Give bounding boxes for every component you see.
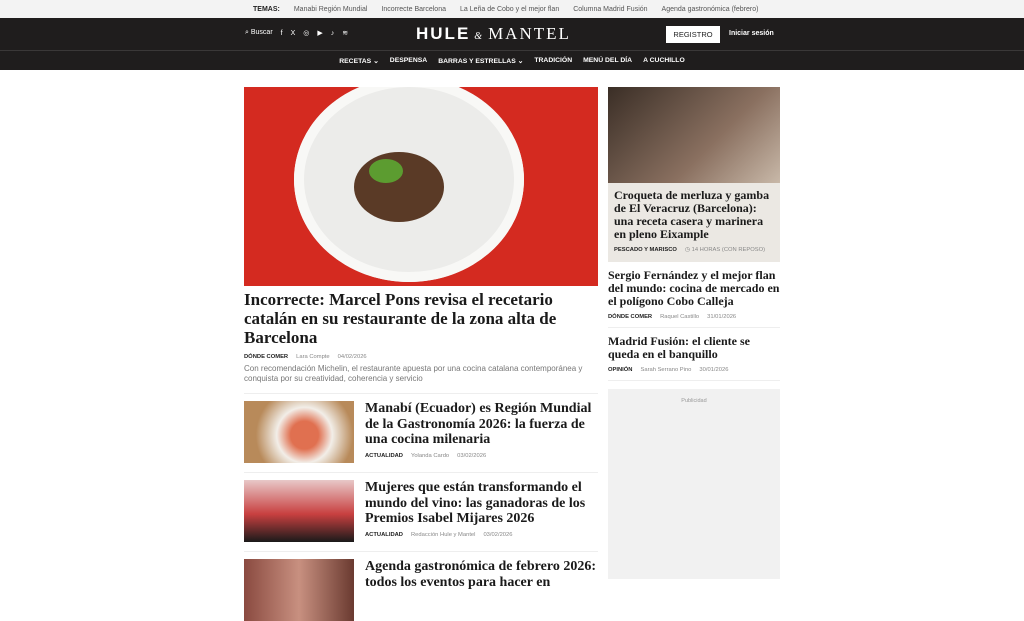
search-icon: ⌕ [245, 29, 249, 36]
logo-amp: & [474, 31, 485, 42]
hero-meta [244, 353, 598, 361]
nav-menu[interactable]: MENÚ DEL DÍA [583, 57, 633, 64]
list-item [244, 551, 598, 621]
recipe-title[interactable]: Croqueta de merluza y gamba de El Veracruz (Barcelona): una receta casera y marinera en pleno Eixample [614, 188, 770, 241]
article-image[interactable] [244, 559, 354, 621]
category[interactable]: ACTUALIDAD [365, 452, 403, 459]
search-label: Buscar [250, 29, 273, 36]
date: 04/02/2026 [337, 354, 367, 360]
topics-label: TEMAS: [253, 5, 280, 13]
article-title[interactable]: Agenda gastronómica de febrero 2026: todos los eventos para hacer en [365, 559, 596, 590]
rss-icon[interactable]: ≋ [342, 30, 349, 37]
category[interactable]: OPINIÓN [608, 367, 633, 373]
topic-link[interactable]: La Leña de Cobo y el mejor flan [459, 5, 560, 13]
author[interactable]: Raquel Castillo [660, 314, 700, 320]
main-column [244, 87, 598, 621]
nav-barras[interactable]: BARRAS Y ESTRELLAS ⌄ [438, 57, 524, 65]
sidebar-item [608, 328, 780, 381]
hero-image[interactable] [244, 87, 598, 286]
article-title[interactable]: Sergio Fernández y el mejor flan del mundo: cocina de mercado en el polígono Cobo Calleja [608, 268, 780, 308]
login-link[interactable]: Iniciar sesión [729, 30, 774, 37]
nav-recetas[interactable]: RECETAS ⌄ [339, 57, 379, 65]
author[interactable]: Sarah Serrano Pino [640, 367, 692, 373]
date: 03/02/2026 [457, 452, 487, 459]
hero-description: Con recomendación Michelin, el restaurante apuesta por una cocina catalana contemporánea y conquista por su creatividad, coherencia y servicio [244, 364, 583, 383]
sidebar-item [608, 262, 780, 328]
hero-title[interactable]: Incorrecte: Marcel Pons revisa el recetario catalán en su restaurante de la zona alta de Barcelona [244, 290, 557, 347]
article-image[interactable] [244, 401, 354, 463]
topics-bar [0, 0, 1024, 18]
category[interactable]: DÓNDE COMER [244, 354, 289, 360]
category[interactable]: ACTUALIDAD [365, 531, 403, 538]
facebook-icon[interactable]: f [280, 29, 283, 37]
list-item [244, 472, 598, 542]
search-button[interactable] [245, 29, 273, 37]
article-title[interactable]: Madrid Fusión: el cliente se queda en el banquillo [608, 334, 750, 361]
instagram-icon[interactable]: ◎ [303, 30, 310, 37]
recipe-image[interactable] [608, 87, 780, 183]
site-header [0, 18, 1024, 50]
nav-tradicion[interactable]: TRADICIÓN [534, 57, 573, 64]
article-title[interactable]: Manabí (Ecuador) es Región Mundial de la Gastronomía 2026: la fuerza de una cocina milenaria [365, 401, 592, 447]
nav-despensa[interactable]: DESPENSA [389, 57, 428, 64]
topic-link[interactable]: Agenda gastronómica (febrero) [661, 5, 759, 13]
register-button[interactable]: REGISTRO [666, 26, 720, 43]
author[interactable]: Lara Compte [296, 354, 330, 360]
date: 30/01/2026 [699, 367, 729, 373]
nav-cuchillo[interactable]: A CUCHILLO [643, 57, 685, 64]
date: 03/02/2026 [483, 531, 513, 538]
x-icon[interactable]: X [290, 29, 296, 37]
article-title[interactable]: Mujeres que están transformando el mundo del vino: las ganadoras de los Premios Isabel Mijares 2026 [365, 480, 586, 526]
prep-time: 14 HORAS (CON REPOSO) [691, 247, 766, 253]
ad-label: Publicidad [681, 398, 707, 404]
topic-link[interactable]: Columna Madrid Fusión [573, 5, 648, 13]
article-image[interactable] [244, 480, 354, 542]
main-nav [0, 50, 1024, 70]
category[interactable]: PESCADO Y MARISCO [614, 247, 677, 253]
youtube-icon[interactable]: ▶ [317, 30, 323, 37]
tiktok-icon[interactable]: ♪ [330, 29, 335, 37]
category[interactable]: DÓNDE COMER [608, 314, 653, 320]
sidebar [608, 87, 780, 579]
date: 31/01/2026 [707, 314, 737, 320]
ad-slot [608, 389, 780, 579]
featured-recipe-card[interactable] [608, 87, 780, 262]
clock-icon: ◷ [684, 247, 690, 253]
list-item [244, 393, 598, 463]
site-logo[interactable] [416, 24, 571, 44]
logo-part: HULE [416, 24, 471, 43]
author[interactable]: Redacción Hule y Mantel [411, 531, 476, 538]
logo-part: MANTEL [488, 24, 571, 43]
topic-link[interactable]: Manabi Región Mundial [293, 5, 368, 13]
author[interactable]: Yolanda Cardo [411, 452, 450, 459]
topic-link[interactable]: Incorrecte Barcelona [381, 5, 446, 13]
